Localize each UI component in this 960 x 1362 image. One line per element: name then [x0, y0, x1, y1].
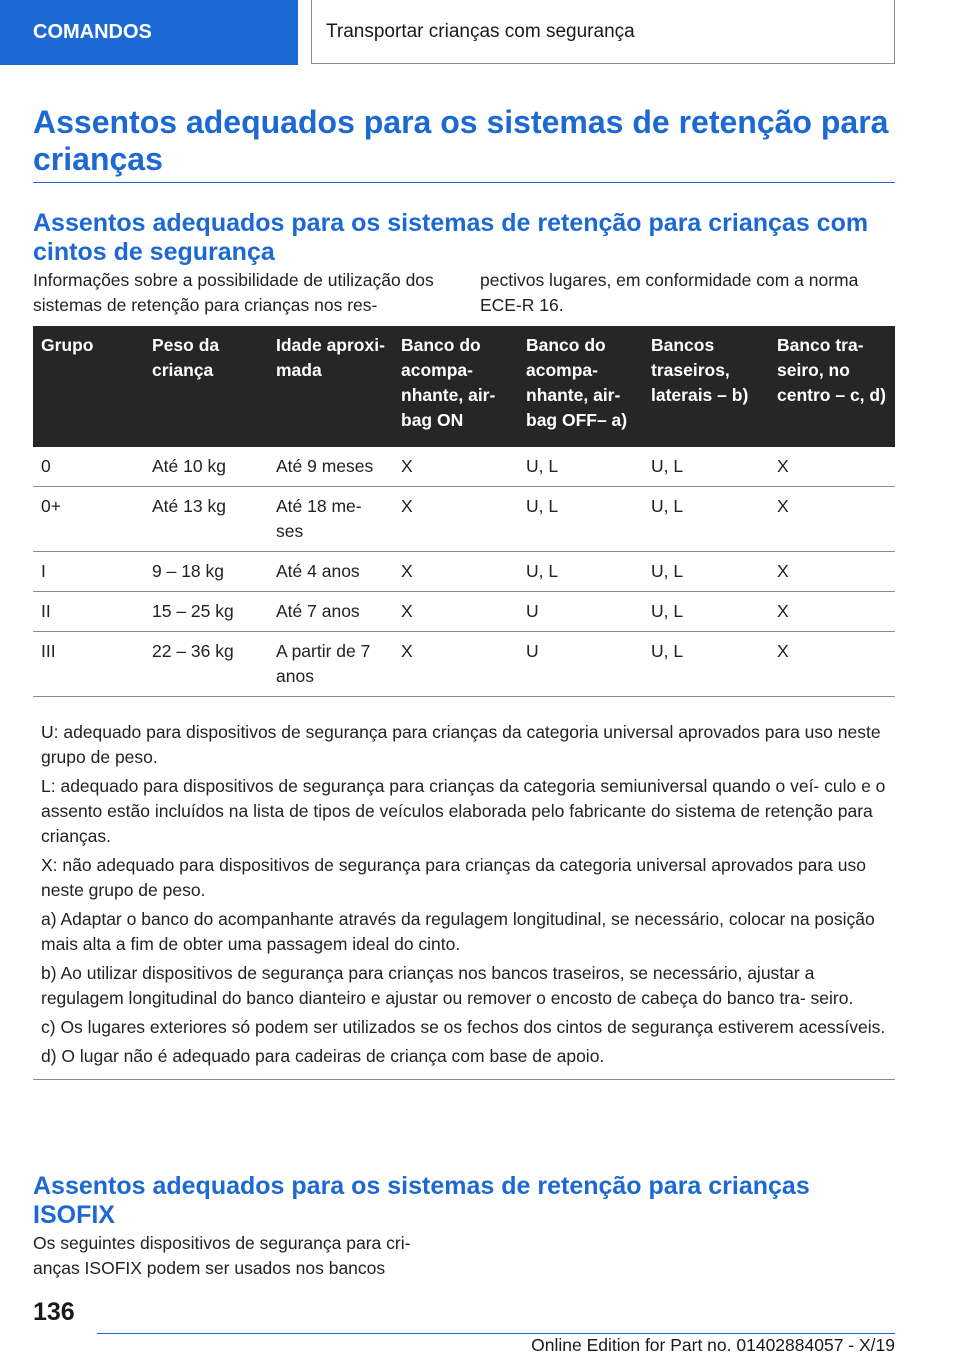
table-cell: III: [33, 632, 144, 697]
intro-text-col2: pectivos lugares, em conformidade com a norma ECE-R 16.: [480, 270, 859, 315]
footer-divider: [97, 1333, 895, 1334]
table-cell: U, L: [518, 552, 643, 592]
header-rear-center-seat: Banco tra‐ seiro, no centro – c, d): [769, 326, 895, 447]
header-approx-age: Idade aproxi‐ mada: [268, 326, 393, 447]
page-title: Assentos adequados para os sistemas de retenção para crianças: [33, 104, 889, 177]
table-cell: U: [518, 632, 643, 697]
section-title-seatbelt: Assentos adequados para os sistemas de retenção para crianças com cintos de segurança: [33, 209, 869, 266]
chapter-title: Transportar crianças com segurança: [326, 20, 635, 42]
note-b: b) Ao utilizar dispositivos de segurança para crianças nos bancos traseiros, se necessário, ajustar a regulagem longitudinal do banco dianteiro e ajustar ou remover o encosto de cabeça do banco tra‐ seiro.: [41, 963, 854, 1008]
table-cell: Até 4 anos: [268, 552, 393, 592]
table-cell: 0+: [33, 487, 144, 552]
table-cell: U, L: [643, 552, 769, 592]
table-cell: U, L: [518, 447, 643, 487]
intro-text-col1: Informações sobre a possibilidade de utilização dos sistemas de retenção para crianças nos res‐: [33, 270, 434, 315]
edition-footer: Online Edition for Part no. 01402884057 - X/19: [531, 1335, 895, 1355]
table-cell: 9 – 18 kg: [144, 552, 268, 592]
page-number: 136: [33, 1298, 75, 1326]
table-cell: X: [393, 592, 518, 632]
table-cell: 15 – 25 kg: [144, 592, 268, 632]
note-not-suitable: X: não adequado para dispositivos de segurança para crianças da categoria universal aprovados para uso neste grupo de peso.: [41, 855, 866, 900]
title-divider: [33, 182, 895, 183]
table-cell: II: [33, 592, 144, 632]
table-cell: U, L: [643, 447, 769, 487]
header-passenger-airbag-off: Banco do acompa‐ nhante, air‐ bag OFF– a): [518, 326, 643, 447]
table-row: [33, 592, 895, 632]
section-tab-label: COMANDOS: [33, 21, 152, 43]
table-cell: Até 13 kg: [144, 487, 268, 552]
section-tab: [0, 0, 298, 65]
table-cell: U: [518, 592, 643, 632]
header-group: Grupo: [33, 326, 144, 447]
table-cell: U, L: [643, 632, 769, 697]
table-row: [33, 447, 895, 487]
note-semiuniversal: L: adequado para dispositivos de segurança para crianças da categoria semiuniversal quando o veí‐ culo e o assento estão incluídos na lista de tipos de veículos elaborada pelo fabricante do sistema de retenção para crianças.: [41, 776, 886, 846]
table-cell: X: [769, 487, 895, 552]
table-cell: Até 9 meses: [268, 447, 393, 487]
table-row: [33, 487, 895, 552]
header-passenger-airbag-on: Banco do acompa‐ nhante, air‐ bag ON: [393, 326, 518, 447]
table-cell: U, L: [643, 487, 769, 552]
header-child-weight: Peso da criança: [144, 326, 268, 447]
table-cell: X: [769, 592, 895, 632]
section-title-isofix: Assentos adequados para os sistemas de retenção para crianças ISOFIX: [33, 1172, 810, 1229]
seat-suitability-table: [33, 326, 895, 697]
table-cell: X: [769, 447, 895, 487]
table-cell: 0: [33, 447, 144, 487]
note-c: c) Os lugares exteriores só podem ser utilizados se os fechos dos cintos de segurança estiverem acessíveis.: [41, 1017, 886, 1037]
table-notes: [33, 712, 895, 1080]
table-cell: X: [393, 632, 518, 697]
table-cell: U, L: [518, 487, 643, 552]
table-cell: A partir de 7 anos: [268, 632, 393, 697]
table-cell: Até 10 kg: [144, 447, 268, 487]
note-a: a) Adaptar o banco do acompanhante através da regulagem longitudinal, se necessário, colocar na posição mais alta a fim de obter uma passagem ideal do cinto.: [41, 909, 875, 954]
table-cell: X: [393, 552, 518, 592]
table-cell: Até 18 me‐ ses: [268, 487, 393, 552]
table-cell: U, L: [643, 592, 769, 632]
note-d: d) O lugar não é adequado para cadeiras de criança com base de apoio.: [41, 1046, 605, 1066]
table-cell: X: [769, 632, 895, 697]
table-cell: X: [393, 487, 518, 552]
table-row: [33, 552, 895, 592]
isofix-intro-text: Os seguintes dispositivos de segurança para cri‐ anças ISOFIX podem ser usados nos bancos: [33, 1233, 411, 1278]
table-row: [33, 632, 895, 697]
table-header-row: [33, 326, 895, 447]
table-cell: I: [33, 552, 144, 592]
table-cell: X: [769, 552, 895, 592]
table-cell: Até 7 anos: [268, 592, 393, 632]
table-cell: X: [393, 447, 518, 487]
note-universal: U: adequado para dispositivos de segurança para crianças da categoria universal aprovados para uso neste grupo de peso.: [41, 722, 881, 767]
chapter-header: [311, 0, 895, 64]
table-cell: 22 – 36 kg: [144, 632, 268, 697]
header-rear-outer-seats: Bancos traseiros, laterais – b): [643, 326, 769, 447]
